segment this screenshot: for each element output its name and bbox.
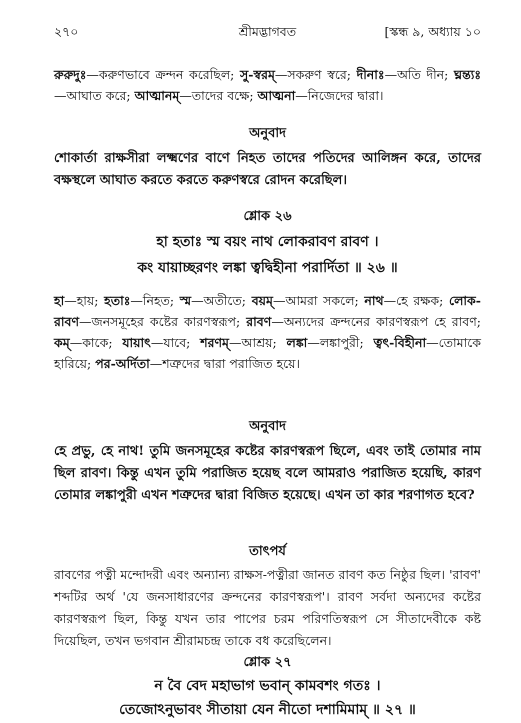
- gloss-meaning: —আশ্রয়;: [228, 335, 287, 350]
- gloss-meaning: —নিজেদের দ্বারা।: [295, 88, 384, 103]
- anubad-heading: অনুবাদ: [249, 126, 286, 141]
- gloss-term: কম্: [54, 335, 70, 350]
- anubad-heading: অনুবাদ: [249, 419, 286, 434]
- gloss-term: হতাঃ: [104, 293, 131, 308]
- gloss-meaning: —যাবে;: [150, 335, 201, 350]
- gloss-meaning: —আমরা সকলে;: [272, 293, 365, 308]
- gloss-term: সু-স্বরম্: [240, 67, 275, 82]
- gloss-meaning: —করুণভাবে ক্রন্দন করেছিল;: [86, 67, 241, 82]
- gloss-meaning: —অতি দীন;: [384, 67, 455, 82]
- purport-paragraph: রাবণের পত্নী মন্দোদরী এবং অন্যান্য রাক্ষস-পত্নীরা জানত রাবণ কত নিষ্ঠুর ছিল। 'রাবণ' শব্দটির অর্থ 'যে জনসাধারণের ক্রন্দনের কারণস্বরূপ'। রাবণ সর্বদা অন্যদের কষ্টের কারণস্বরূপ ছিল, কিন্তু যখন তার পাপের চরম পরিণতিস্বরূপ সে সীতাদেবীকে কষ্ট দিয়েছিল, তখন ভগবান শ্রীরামচন্দ্র তাকে বধ করেছিলেন।: [54, 567, 481, 648]
- gloss-term: লোক-রাবণ: [54, 293, 481, 329]
- shloka-heading: শ্লোক ২৭: [243, 655, 292, 670]
- word-gloss-1: [54, 64, 481, 106]
- verse-line: তেজোঽনুভাবং সীতায়া যেন নীতো দশামিমাম্ ॥ ২৭ ॥: [119, 702, 416, 718]
- gloss-meaning: —কাকে;: [69, 335, 123, 350]
- gloss-meaning: —আঘাত করে;: [54, 88, 135, 103]
- gloss-term: হা: [54, 293, 65, 308]
- verse-line: হা হতাঃ স্ম বয়ং নাথ লোকরাবণ রাবণ ।: [156, 234, 379, 250]
- gloss-meaning: —হায়;: [64, 293, 105, 308]
- gloss-term: রাবণ: [246, 314, 272, 329]
- gloss-meaning: —শত্রুদের দ্বারা পরাজিত হয়ে।: [149, 356, 300, 371]
- gloss-term: ত্বৎ-বিহীনা: [373, 335, 427, 350]
- gloss-term: আত্মনা: [257, 88, 296, 103]
- gloss-term: দীনাঃ: [356, 67, 385, 82]
- gloss-term: রুরুদুঃ: [54, 67, 87, 82]
- shloka-heading: শ্লোক ২৬: [243, 209, 292, 224]
- gloss-meaning: —জনসমূহের কষ্টের কারণস্বরূপ;: [79, 314, 247, 329]
- gloss-meaning: —সকরুণ স্বরে;: [274, 67, 357, 82]
- gloss-meaning: —হে রক্ষক;: [383, 293, 450, 308]
- verse-line: ন বৈ বেদ মহাভাগ ভবান্ কামবশং গতঃ ।: [154, 678, 381, 694]
- page-header: [54, 24, 481, 44]
- gloss-meaning: —তোমাকে হারিয়ে;: [54, 335, 481, 371]
- verse-line: কং যায়াচ্ছরণং লঙ্কা ত্বদ্বিহীনা পরার্দিতা ॥ ২৬ ॥: [137, 260, 398, 276]
- gloss-meaning: —অতীতে;: [191, 293, 252, 308]
- page-number: ২৭০: [54, 24, 79, 39]
- tatparya-heading: তাৎপর্য: [249, 544, 286, 559]
- gloss-meaning: —তাদের বক্ষে;: [179, 88, 258, 103]
- gloss-term: লঙ্কা: [286, 335, 308, 350]
- section-reference: [স্কন্ধ ৯, অধ্যায় ১০: [384, 24, 481, 39]
- gloss-term: বয়ম্: [251, 293, 273, 308]
- translation-paragraph: হে প্রভু, হে নাথ! তুমি জনসমূহের কষ্টের কারণস্বরূপ ছিলে, এবং তাই তোমার নাম ছিল রাবণ। কিন্তু এখন তুমি পরাজিত হয়েছ বলে আমরাও পরাজিত হয়েছি, কারণ তোমার লঙ্কাপুরী এখন শত্রুদের দ্বারা বিজিত হয়েছে। এখন তা কার শরণাগত হবে?: [54, 444, 481, 503]
- gloss-term: শরণম্: [200, 335, 229, 350]
- gloss-term: ঘ্নন্ত্যঃ: [454, 67, 482, 82]
- book-title: শ্রীমদ্ভাগবত: [238, 24, 297, 39]
- gloss-meaning: —নিহত;: [130, 293, 180, 308]
- gloss-term: নাথ: [364, 293, 384, 308]
- translation-paragraph: শোকার্তা রাক্ষসীরা লক্ষ্মণের বাণে নিহত তাদের পতিদের আলিঙ্গন করে, তাদের বক্ষস্থলে আঘাত করতে করতে করুণস্বরে রোদন করেছিল।: [54, 151, 481, 188]
- word-gloss-2: [54, 290, 481, 374]
- gloss-term: পর-অর্দিতা: [95, 356, 150, 371]
- gloss-term: স্ম: [179, 293, 192, 308]
- gloss-term: আত্মানম্: [134, 88, 180, 103]
- gloss-meaning: —লঙ্কাপুরী;: [307, 335, 374, 350]
- gloss-meaning: —অন্যদের ক্রন্দনের কারণস্বরূপ হে রাবণ;: [271, 314, 482, 329]
- gloss-term: যায়াৎ: [122, 335, 151, 350]
